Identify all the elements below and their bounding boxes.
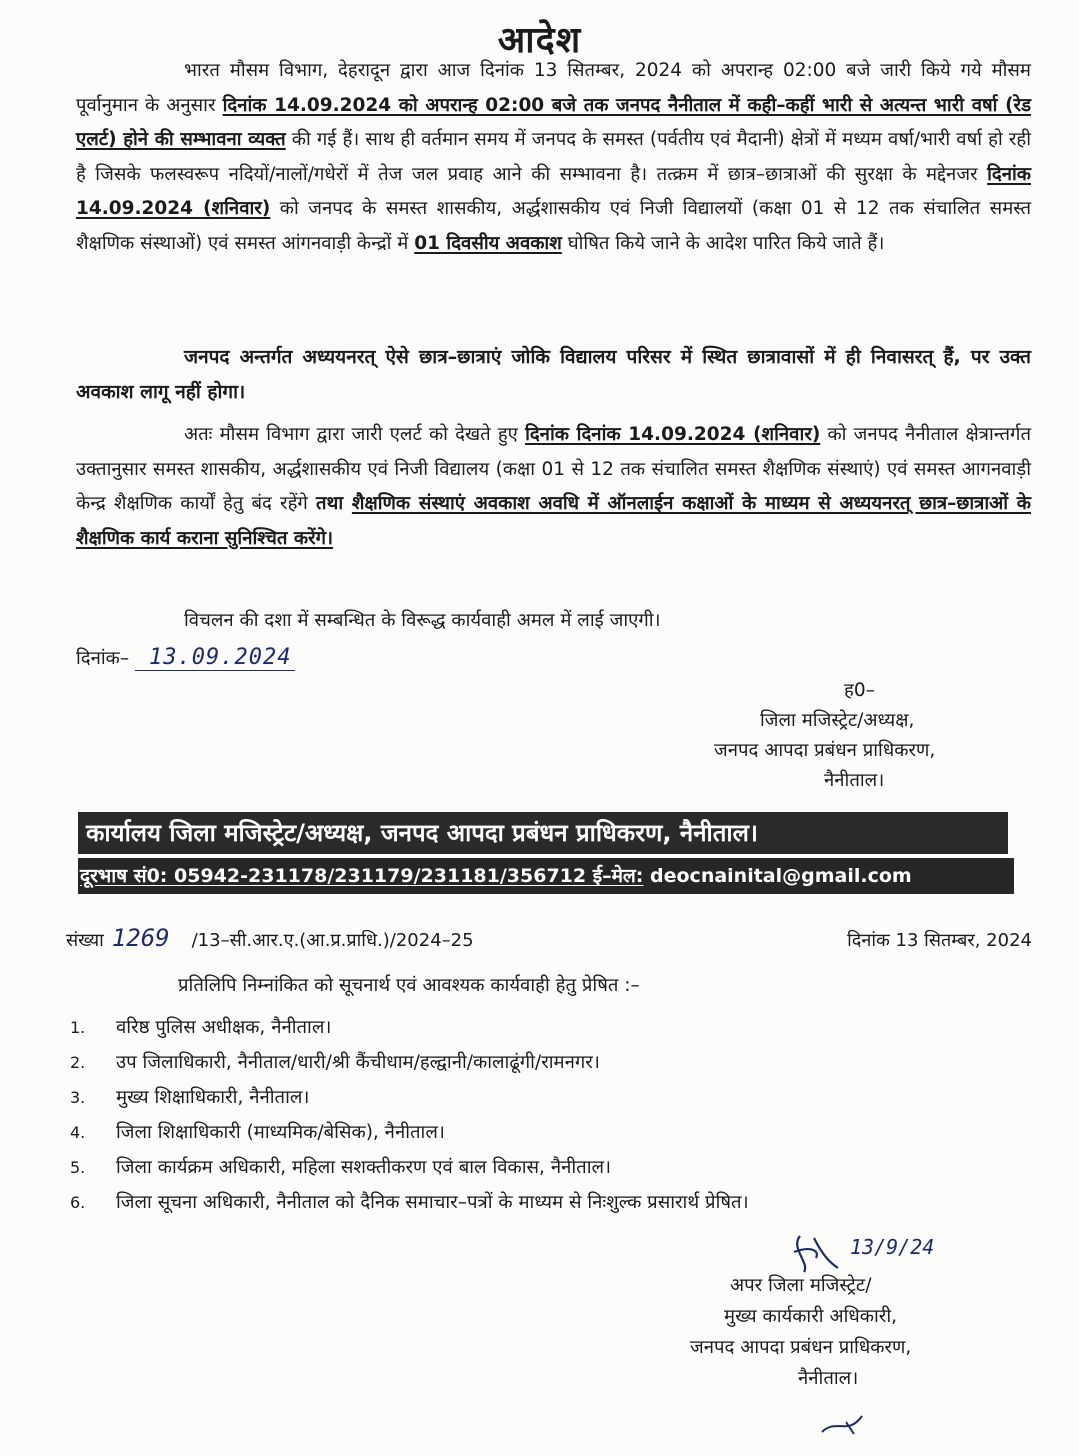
signature-authority: जनपद आपदा प्रबंधन प्राधिकरण, — [714, 740, 936, 761]
list-item-number: 3. — [70, 1088, 86, 1107]
para1-mid2: को जनपद के समस्त शासकीय, अर्द्धशासकीय एवं निजी विद्यालयों (कक्षा 01 से 12 तक संचालित समस्त शैक्षणिक संस्थाओं) एवं समस्त आंगनवाड़ी केन्द्रों में — [76, 198, 1031, 254]
order-date-line — [76, 645, 295, 670]
list-item-text: उप जिलाधिकारी, नैनीताल/धारी/श्री कैंचीधाम/हल्द्वानी/कालाढूंगी/रामनगर। — [116, 1052, 600, 1073]
signature-place: नैनीताल। — [824, 770, 885, 791]
para3-intro: अतः मौसम विभाग द्वारा जारी एलर्ट को देखते हुए — [184, 424, 526, 445]
date-label: दिनांक– — [76, 648, 130, 669]
contact-bar — [78, 858, 1014, 894]
list-item — [70, 1185, 1050, 1220]
signature-block-dm — [700, 676, 1060, 796]
email-label: ई–मेल: — [592, 865, 644, 887]
document-title: आदेश — [497, 20, 582, 61]
signature2-place: नैनीताल। — [798, 1368, 859, 1389]
list-item-text: वरिष्ठ पुलिस अधीक्षक, नैनीताल। — [116, 1017, 332, 1038]
order-paragraph-1 — [76, 54, 1031, 261]
para1-mid: की गई हैं। साथ ही वर्तमान समय में जनपद के समस्त (पर्वतीय एवं मैदानी) क्षेत्रों में मध्यम वर्षा/भारी वर्षा हो रही है जिसके फलस्वरूप नदियों/नालों/गधेरों में तेज जल प्रवाह आने की सम्भावना है। तत्क्रम में छात्र–छात्राओं की सुरक्षा के मद्देनजर — [76, 129, 1032, 185]
para3-highlight-date: दिनांक दिनांक 14.09.2024 (शनिवार) — [525, 424, 821, 445]
signature-date: 13/9/24 — [850, 1235, 935, 1259]
para1-end: घोषित किये जाने के आदेश पारित किये जाते हैं। — [561, 232, 885, 254]
copy-recipient-list — [70, 1010, 1050, 1220]
signature2-designation: अपर जिला मजिस्ट्रेट/ — [730, 1275, 872, 1296]
list-item-number: 5. — [70, 1158, 86, 1177]
list-item — [70, 1150, 1050, 1185]
list-item-text: जिला कार्यक्रम अधिकारी, महिला सशक्तीकरण एवं बाल विकास, नैनीताल। — [116, 1157, 612, 1178]
list-item — [70, 1010, 1050, 1045]
copy-intro: प्रतिलिपि निम्नांकित को सूचनार्थ एवं आवश्यक कार्यवाही हेतु प्रेषित :– — [178, 975, 640, 996]
para3-highlight-online: शैक्षणिक संस्थाएं अवकाश अवधि में ऑनलाईन कक्षाओं के माध्यम से अध्ययनरत् छात्र–छात्राओं के शैक्षणिक कार्य कराना सुनिश्चित करेंगे। — [76, 493, 1031, 549]
list-item-number: 2. — [70, 1053, 86, 1072]
list-item-text: जिला सूचना अधिकारी, नैनीताल को दैनिक समाचार–पत्रों के माध्यम से निःशुल्क प्रसारार्थ प्रेषित। — [116, 1192, 749, 1213]
order-paragraph-3 — [76, 418, 1031, 556]
reference-number: 1269 — [111, 924, 170, 952]
list-item — [70, 1080, 1050, 1115]
signature-designation: जिला मजिस्ट्रेट/अध्यक्ष, — [760, 710, 915, 731]
signature-block-adm — [690, 1270, 1060, 1394]
reference-label: संख्या — [66, 930, 104, 951]
list-item-number: 4. — [70, 1123, 86, 1142]
email-address: deocnainital@gmail.com — [643, 865, 912, 887]
handwritten-date: 13.09.2024 — [135, 645, 295, 671]
phone-label: दूरभाष सं0: — [80, 865, 168, 887]
list-item — [70, 1045, 1050, 1080]
initial-mark-icon — [818, 1408, 878, 1438]
para1-intro: भारत मौसम विभाग, देहरादून द्वारा आज दिनांक 13 सितम्बर, 2024 को अपरान्ह 02:00 बजे जारी किये गये मौसम पूर्वानुमान के अनुसार — [76, 60, 1031, 116]
phone-numbers: 05942-231178/231179/231181/356712 — [167, 865, 593, 887]
para3-mid: को जनपद नैनीताल क्षेत्रान्तर्गत उक्तानुसार समस्त शासकीय, अर्द्धशासकीय एवं निजी विद्यालय (कक्षा 01 से 12 तक संचालित समस्त शैक्षणिक संस्थाएं) एवं समस्त आगनवाड़ी केन्द्र शैक्षणिक कार्यों हेतु बंद रहेंगे — [76, 424, 1031, 514]
order-paragraph-4: विचलन की दशा में सम्बन्धित के विरूद्ध कार्यवाही अमल में लाई जाएगी। — [184, 610, 661, 631]
para1-highlight-date: दिनांक 14.09.2024 (शनिवार) — [76, 163, 1031, 219]
list-item-text: मुख्य शिक्षाधिकारी, नैनीताल। — [116, 1087, 310, 1108]
signature-mark: ह0– — [844, 680, 875, 701]
reference-code: /13–सी.आर.ए.(आ.प्र.प्राधि.)/2024–25 — [191, 930, 474, 951]
list-item-number: 1. — [70, 1018, 86, 1037]
list-item-number: 6. — [70, 1193, 86, 1212]
para1-highlight-holiday: 01 दिवसीय अवकाश — [414, 232, 562, 254]
para1-highlight-forecast: दिनांक 14.09.2024 को अपरान्ह 02:00 बजे तक जनपद नैनीताल में कही–कहीं भारी से अत्यन्त भारी वर्षा (रेड एलर्ट) होने की सम्भावना व्यक्त — [76, 94, 1031, 150]
para3-bold-conj: तथा — [316, 493, 352, 514]
reference-line — [66, 924, 1036, 952]
office-header-bar: कार्यालय जिला मजिस्ट्रेट/अध्यक्ष, जनपद आपदा प्रबंधन प्राधिकरण, नैनीताल। — [78, 812, 1008, 854]
signature2-role: मुख्य कार्यकारी अधिकारी, — [724, 1306, 898, 1327]
reference-date: दिनांक 13 सितम्बर, 2024 — [847, 930, 1032, 951]
order-paragraph-2: जनपद अन्तर्गत अध्ययनरत् ऐसे छात्र–छात्राएं जोकि विद्यालय परिसर में स्थित छात्रावासों में ही निवासरत् हैं, पर उक्त अवकाश लागू नहीं होगा। — [76, 346, 1031, 403]
signature2-authority: जनपद आपदा प्रबंधन प्राधिकरण, — [690, 1337, 912, 1358]
list-item — [70, 1115, 1050, 1150]
list-item-text: जिला शिक्षाधिकारी (माध्यमिक/बेसिक), नैनीताल। — [116, 1122, 445, 1143]
